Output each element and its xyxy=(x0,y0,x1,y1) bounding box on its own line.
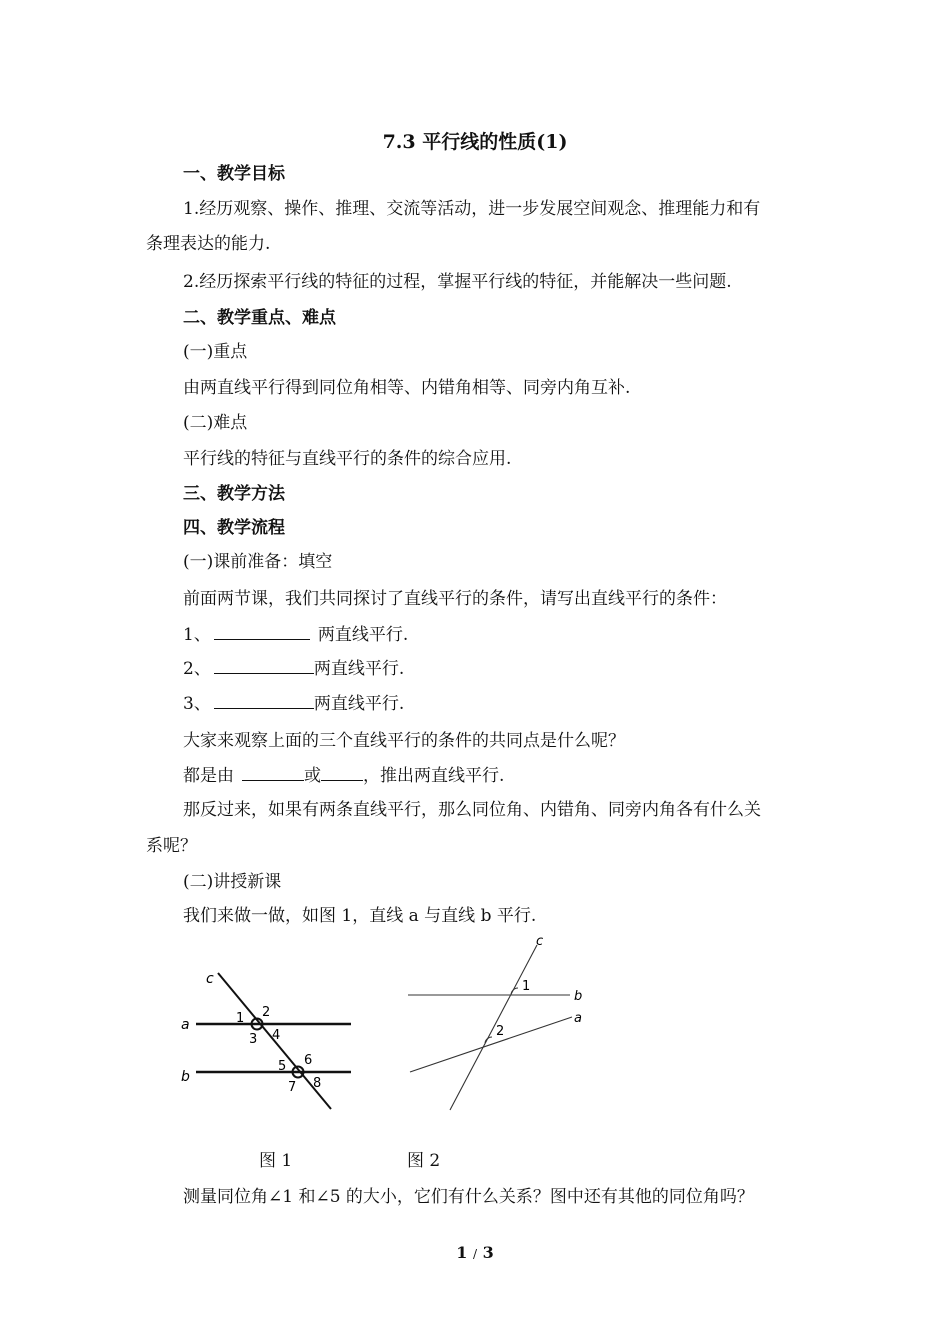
label-c: c xyxy=(536,934,544,949)
paragraph: 条理表达的能力. xyxy=(146,234,271,254)
subheading: (二)讲授新课 xyxy=(183,872,282,892)
fill-text: 两直线平行. xyxy=(317,625,409,645)
paragraph: 测量同位角∠1 和∠5 的大小，它们有什么关系？图中还有其他的同位角吗？ xyxy=(183,1187,754,1207)
fill-text: 两直线平行. xyxy=(313,659,405,679)
text: 或 xyxy=(304,766,321,786)
label-b: b xyxy=(181,1069,190,1085)
paragraph: 由两直线平行得到同位角相等、内错角相等、同旁内角互补. xyxy=(183,378,631,398)
fill-text: 两直线平行. xyxy=(313,694,405,714)
section-3-heading: 三、教学方法 xyxy=(183,484,285,504)
figure-2 xyxy=(402,930,602,1120)
blank-line xyxy=(321,764,363,781)
angle-1-label: 1 xyxy=(236,1011,245,1026)
page-separator: / xyxy=(472,1247,478,1261)
section-2-heading: 二、教学重点、难点 xyxy=(183,308,336,328)
paragraph: 平行线的特征与直线平行的条件的综合应用. xyxy=(183,449,512,469)
text: ，推出两直线平行. xyxy=(363,766,505,786)
paragraph: 1.经历观察、操作、推理、交流等活动，进一步发展空间观念、推理能力和有 xyxy=(183,199,761,219)
angle-3-label: 3 xyxy=(249,1032,258,1047)
angle-6-label: 6 xyxy=(304,1053,313,1068)
fill-number: 3、 xyxy=(183,694,211,714)
section-1-heading: 一、教学目标 xyxy=(183,164,285,184)
label-c: c xyxy=(206,971,214,987)
blank-line xyxy=(214,623,310,640)
label-a: a xyxy=(181,1017,190,1033)
line-c xyxy=(450,945,537,1110)
page-title: 7.3 平行线的性质(1) xyxy=(382,131,568,153)
subheading: (一)重点 xyxy=(183,342,248,362)
fill-blank-2 xyxy=(183,657,404,680)
paragraph: 前面两节课，我们共同探讨了直线平行的条件，请写出直线平行的条件： xyxy=(183,589,727,609)
line-a xyxy=(410,1017,572,1072)
angle-8-label: 8 xyxy=(313,1076,322,1091)
figure-1-caption: 图 1 xyxy=(259,1151,293,1171)
current-page: 1 xyxy=(456,1243,468,1262)
subheading: (一)课前准备：填空 xyxy=(183,552,333,572)
figure-2-caption: 图 2 xyxy=(407,1151,441,1171)
total-pages: 3 xyxy=(482,1243,494,1262)
paragraph: 2.经历探索平行线的特征的过程，掌握平行线的特征，并能解决一些问题. xyxy=(183,272,732,292)
paragraph: 系呢？ xyxy=(146,836,197,856)
text: 都是由 xyxy=(183,766,234,786)
angle-4-label: 4 xyxy=(272,1028,281,1043)
fill-blank-1 xyxy=(183,623,408,646)
paragraph: 我们来做一做，如图 1，直线 a 与直线 b 平行. xyxy=(183,906,537,926)
fill-blank-3 xyxy=(183,692,404,715)
label-b: b xyxy=(574,989,583,1004)
angle-7-label: 7 xyxy=(288,1080,297,1095)
blank-line xyxy=(214,657,314,674)
paragraph-common xyxy=(183,764,504,787)
section-4-heading: 四、教学流程 xyxy=(183,518,285,538)
fill-number: 1、 xyxy=(183,625,211,645)
angle-2-label: 2 xyxy=(496,1024,505,1039)
angle-arc xyxy=(511,988,518,995)
blank-line xyxy=(242,764,304,781)
label-a: a xyxy=(574,1011,582,1026)
fill-number: 2、 xyxy=(183,659,211,679)
subheading: (二)难点 xyxy=(183,413,248,433)
angle-2-label: 2 xyxy=(262,1005,271,1020)
page-number xyxy=(0,1243,950,1262)
paragraph: 大家来观察上面的三个直线平行的条件的共同点是什么呢？ xyxy=(183,731,625,751)
angle-1-label: 1 xyxy=(522,979,531,994)
figure-1 xyxy=(176,963,366,1118)
paragraph: 那反过来，如果有两条直线平行，那么同位角、内错角、同旁内角各有什么关 xyxy=(183,800,761,820)
angle-5-label: 5 xyxy=(278,1059,287,1074)
blank-line xyxy=(214,692,314,709)
